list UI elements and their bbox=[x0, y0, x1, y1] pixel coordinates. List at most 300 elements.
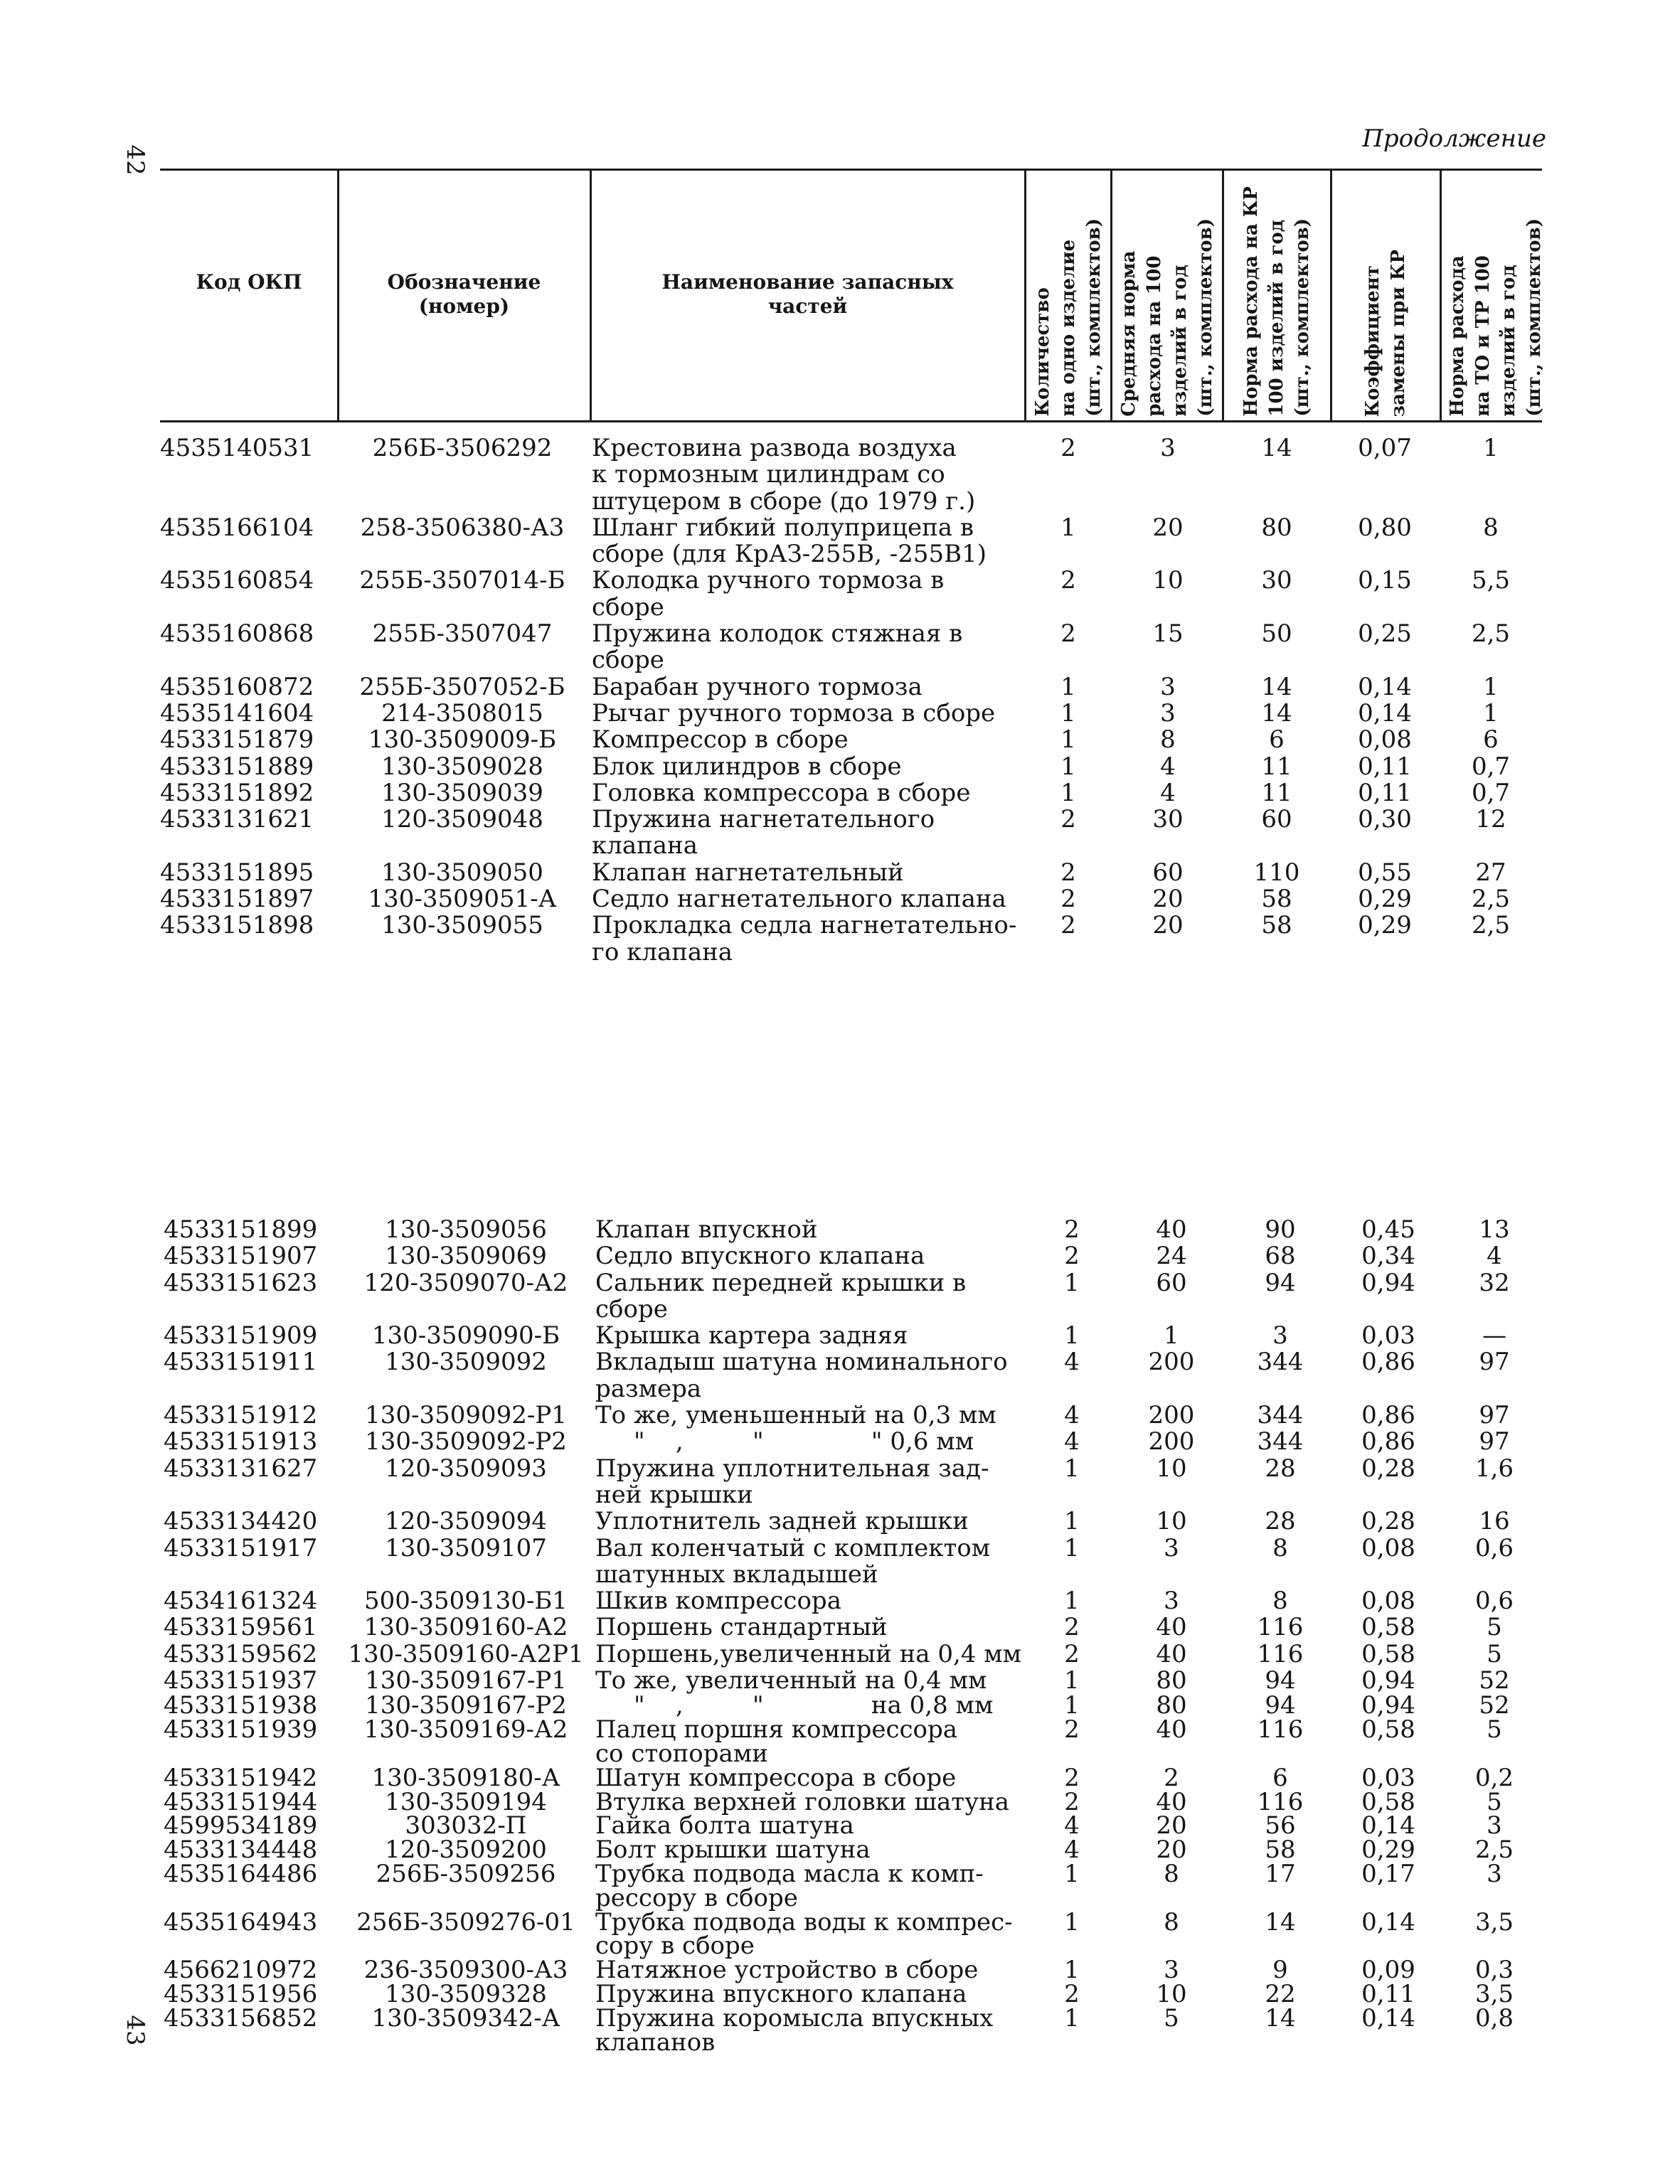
avg-rate: 200 bbox=[1148, 1427, 1195, 1456]
part-name-line: шатунных вкладышей bbox=[595, 1560, 878, 1589]
qty-per-unit: 1 bbox=[1064, 1454, 1080, 1483]
part-name-line: Натяжное устройство в сборе bbox=[595, 1956, 979, 1985]
table-row bbox=[4, 1763, 1680, 1792]
part-name-line: Блок цилиндров в сборе bbox=[592, 752, 902, 781]
part-name bbox=[592, 435, 975, 515]
avg-rate: 60 bbox=[1156, 1268, 1187, 1297]
to-tr-rate: 3,5 bbox=[1474, 1907, 1514, 1937]
part-name bbox=[595, 2003, 994, 2057]
qty-per-unit: 4 bbox=[1064, 1401, 1080, 1430]
kr-rate: 116 bbox=[1257, 1715, 1304, 1744]
part-name-line: Уплотнитель задней крышки bbox=[595, 1507, 969, 1536]
designation-number: 130-3509328 bbox=[385, 1979, 547, 2008]
kr-rate: 58 bbox=[1265, 1836, 1296, 1865]
header-avg-rate-line: изделий в год bbox=[1169, 265, 1191, 417]
table-row bbox=[4, 1508, 1680, 1535]
part-name-line: Трубка подвода масла к комп- bbox=[595, 1859, 984, 1888]
to-tr-rate: 1 bbox=[1483, 434, 1499, 462]
qty-per-unit: 2 bbox=[1060, 885, 1076, 914]
qty-per-unit: 1 bbox=[1060, 698, 1076, 728]
okp-code: 4533151623 bbox=[164, 1268, 318, 1297]
avg-rate: 40 bbox=[1156, 1715, 1187, 1744]
header-part-name-line: Наименование запасных bbox=[661, 270, 954, 294]
kr-coefficient: 0,15 bbox=[1358, 566, 1412, 595]
part-name-line: сборе bbox=[595, 1294, 668, 1323]
okp-code: 4533151907 bbox=[164, 1242, 318, 1271]
qty-per-unit: 2 bbox=[1064, 1763, 1080, 1792]
kr-coefficient: 0,86 bbox=[1361, 1348, 1415, 1377]
header-avg-rate-text bbox=[1116, 218, 1218, 417]
header-to-tr-rate-line: на ТО и ТР 100 bbox=[1472, 255, 1494, 417]
table-row bbox=[4, 1614, 1680, 1641]
kr-coefficient: 0,03 bbox=[1361, 1763, 1415, 1792]
designation-number: 130-3509160-А2 bbox=[363, 1613, 568, 1642]
part-name bbox=[592, 515, 987, 568]
kr-coefficient: 0,11 bbox=[1361, 1979, 1415, 2008]
kr-coefficient: 0,29 bbox=[1358, 885, 1412, 914]
avg-rate: 4 bbox=[1160, 752, 1176, 781]
part-name bbox=[595, 1956, 979, 1985]
kr-rate: 14 bbox=[1265, 2003, 1296, 2033]
avg-rate: 3 bbox=[1160, 698, 1176, 728]
kr-rate: 28 bbox=[1265, 1454, 1296, 1483]
avg-rate: 10 bbox=[1156, 1979, 1187, 2008]
part-name-line: го клапана bbox=[592, 937, 733, 966]
table-row bbox=[4, 1456, 1680, 1509]
to-tr-rate: 0,6 bbox=[1474, 1533, 1514, 1562]
qty-per-unit: 1 bbox=[1064, 1907, 1080, 1937]
kr-coefficient: 0,28 bbox=[1361, 1454, 1415, 1483]
header-to-tr-rate bbox=[1440, 174, 1551, 417]
designation-number: 255Б-3507047 bbox=[372, 619, 553, 649]
continuation-label: Продолжение bbox=[1362, 124, 1546, 153]
part-name-line: Втулка верхней головки шатуна bbox=[595, 1787, 1010, 1816]
okp-code: 4533151899 bbox=[164, 1215, 318, 1244]
table-row bbox=[4, 1323, 1680, 1349]
part-name bbox=[595, 1668, 987, 1694]
to-tr-rate: 5 bbox=[1487, 1787, 1502, 1816]
table-row bbox=[0, 754, 1680, 780]
designation-number: 130-3509055 bbox=[381, 911, 543, 940]
designation-number: 130-3509160-А2Р1 bbox=[348, 1639, 584, 1668]
designation-number: 130-3509039 bbox=[381, 778, 543, 807]
to-tr-rate: 3 bbox=[1487, 1811, 1502, 1841]
table-row bbox=[4, 1402, 1680, 1429]
avg-rate: 2 bbox=[1164, 1763, 1179, 1792]
kr-rate: 94 bbox=[1265, 1268, 1296, 1297]
kr-coefficient: 0,14 bbox=[1361, 1907, 1415, 1937]
okp-code: 4533159562 bbox=[164, 1639, 318, 1668]
okp-code: 4535141604 bbox=[160, 698, 314, 728]
to-tr-rate: 5,5 bbox=[1471, 566, 1511, 595]
avg-rate: 20 bbox=[1152, 513, 1184, 542]
kr-coefficient: 0,08 bbox=[1361, 1533, 1415, 1562]
kr-coefficient: 0,28 bbox=[1361, 1507, 1415, 1536]
table-body-part-2 bbox=[4, 1217, 1680, 2055]
qty-per-unit: 2 bbox=[1064, 1715, 1080, 1744]
table-row bbox=[0, 860, 1680, 886]
to-tr-rate: 97 bbox=[1479, 1427, 1510, 1456]
avg-rate: 200 bbox=[1148, 1348, 1195, 1377]
part-name-line: То же, уменьшенный на 0,3 мм bbox=[595, 1401, 996, 1430]
table-row bbox=[0, 698, 1680, 728]
designation-number: 130-3509107 bbox=[385, 1533, 547, 1562]
part-name-line: размера bbox=[595, 1374, 702, 1403]
part-name bbox=[595, 1763, 957, 1792]
kr-rate: 60 bbox=[1261, 805, 1292, 834]
part-name bbox=[595, 1402, 996, 1429]
page-number-top: 42 bbox=[121, 144, 149, 176]
part-name bbox=[595, 1508, 969, 1535]
header-kr-rate-line: Норма расхода на КР bbox=[1240, 186, 1262, 417]
part-name bbox=[592, 568, 944, 621]
qty-per-unit: 2 bbox=[1064, 1215, 1080, 1244]
to-tr-rate: 5 bbox=[1487, 1639, 1502, 1668]
table-row bbox=[4, 1715, 1680, 1768]
avg-rate: 3 bbox=[1160, 434, 1176, 462]
kr-rate: 14 bbox=[1261, 672, 1292, 701]
to-tr-rate: 2,5 bbox=[1471, 619, 1511, 649]
table-row bbox=[0, 912, 1680, 966]
part-name-line: со стопорами bbox=[595, 1739, 768, 1768]
to-tr-rate: 0,3 bbox=[1474, 1956, 1514, 1985]
part-name-line: Клапан впускной bbox=[595, 1215, 818, 1244]
to-tr-rate: 13 bbox=[1479, 1215, 1510, 1244]
okp-code: 4533151938 bbox=[164, 1691, 318, 1720]
part-name-line: Седло нагнетательного клапана bbox=[592, 885, 1006, 914]
header-to-tr-rate-line: изделий в год bbox=[1497, 265, 1519, 417]
header-qty-per-unit bbox=[1025, 174, 1111, 417]
header-kr-coefficient-text bbox=[1360, 250, 1411, 417]
kr-coefficient: 0,34 bbox=[1361, 1242, 1415, 1271]
part-name-line: Барабан ручного тормоза bbox=[592, 672, 923, 701]
table-row bbox=[4, 1956, 1680, 1985]
okp-code: 4533151917 bbox=[164, 1533, 318, 1562]
avg-rate: 3 bbox=[1160, 672, 1176, 701]
part-name-line: Седло впускного клапана bbox=[595, 1242, 925, 1271]
part-name bbox=[595, 1429, 974, 1455]
part-name-line: Вал коленчатый с комплектом bbox=[595, 1533, 991, 1562]
qty-per-unit: 2 bbox=[1060, 911, 1076, 940]
kr-coefficient: 0,94 bbox=[1361, 1268, 1415, 1297]
qty-per-unit: 2 bbox=[1064, 1979, 1080, 2008]
part-name-line: Поршень,увеличенный на 0,4 мм bbox=[595, 1639, 1022, 1668]
qty-per-unit: 1 bbox=[1064, 2003, 1080, 2033]
qty-per-unit: 1 bbox=[1064, 1956, 1080, 1985]
part-name bbox=[592, 621, 962, 674]
kr-coefficient: 0,94 bbox=[1361, 1666, 1415, 1695]
part-name bbox=[595, 1270, 966, 1323]
okp-code: 4534161324 bbox=[164, 1587, 318, 1616]
okp-code: 4535164486 bbox=[164, 1859, 318, 1888]
part-name-line: клапанов bbox=[595, 2028, 716, 2057]
kr-rate: 14 bbox=[1265, 1907, 1296, 1937]
avg-rate: 20 bbox=[1156, 1811, 1187, 1841]
table-row bbox=[4, 1243, 1680, 1269]
kr-coefficient: 0,25 bbox=[1358, 619, 1412, 649]
part-name bbox=[595, 1588, 841, 1614]
qty-per-unit: 1 bbox=[1060, 778, 1076, 807]
header-okp-code bbox=[160, 270, 338, 294]
table-row bbox=[4, 1787, 1680, 1816]
designation-number: 130-3509056 bbox=[385, 1215, 547, 1244]
part-name bbox=[595, 1838, 871, 1863]
kr-rate: 8 bbox=[1272, 1587, 1288, 1616]
qty-per-unit: 1 bbox=[1064, 1666, 1080, 1695]
kr-rate: 80 bbox=[1261, 513, 1292, 542]
to-tr-rate: 0,7 bbox=[1471, 752, 1511, 781]
avg-rate: 60 bbox=[1152, 858, 1184, 887]
qty-per-unit: 4 bbox=[1064, 1811, 1080, 1841]
part-name bbox=[592, 780, 970, 806]
part-name-line: Пружина колодок стяжная в bbox=[592, 619, 963, 649]
designation-number: 120-3509200 bbox=[385, 1836, 547, 1865]
to-tr-rate: 52 bbox=[1479, 1666, 1510, 1695]
table-row bbox=[0, 806, 1680, 860]
part-name bbox=[592, 698, 996, 728]
part-name-line: Крышка картера задняя bbox=[595, 1321, 908, 1351]
kr-coefficient: 0,11 bbox=[1358, 752, 1412, 781]
header-qty-line: (шт., комплектов) bbox=[1083, 218, 1105, 417]
okp-code: 4533151956 bbox=[164, 1979, 318, 2008]
table-row bbox=[0, 515, 1680, 568]
designation-number: 120-3509070-А2 bbox=[363, 1268, 568, 1297]
table-row bbox=[4, 1641, 1680, 1668]
part-name-line: клапана bbox=[592, 831, 698, 861]
part-name-line: " , " на 0,8 мм bbox=[595, 1691, 994, 1720]
kr-rate: 116 bbox=[1257, 1613, 1304, 1642]
kr-coefficient: 0,86 bbox=[1361, 1401, 1415, 1430]
avg-rate: 3 bbox=[1164, 1587, 1179, 1616]
qty-per-unit: 4 bbox=[1064, 1427, 1080, 1456]
part-name-line: Пружина нагнетательного bbox=[592, 805, 935, 834]
designation-number: 130-3509069 bbox=[385, 1242, 547, 1271]
qty-per-unit: 1 bbox=[1060, 513, 1076, 542]
qty-per-unit: 2 bbox=[1064, 1613, 1080, 1642]
table-row bbox=[4, 1668, 1680, 1694]
part-name bbox=[595, 1349, 1008, 1402]
avg-rate: 40 bbox=[1156, 1613, 1187, 1642]
kr-coefficient: 0,09 bbox=[1361, 1956, 1415, 1985]
header-part-name bbox=[590, 270, 1025, 319]
table-row bbox=[4, 1811, 1680, 1841]
designation-number: 130-3509194 bbox=[385, 1787, 547, 1816]
kr-coefficient: 0,29 bbox=[1358, 911, 1412, 940]
to-tr-rate: 2,5 bbox=[1471, 911, 1511, 940]
kr-rate: 56 bbox=[1265, 1811, 1296, 1841]
part-name bbox=[592, 912, 1016, 966]
header-designation-line: (номер) bbox=[418, 294, 510, 318]
kr-coefficient: 0,45 bbox=[1361, 1215, 1415, 1244]
designation-number: 130-3509092-Р1 bbox=[365, 1401, 567, 1430]
table-row bbox=[4, 2003, 1680, 2057]
avg-rate: 8 bbox=[1164, 1859, 1179, 1888]
okp-code: 4533151898 bbox=[160, 911, 314, 940]
part-name-line: Шкив компрессора bbox=[595, 1587, 841, 1616]
part-name-line: Колодка ручного тормоза в bbox=[592, 566, 945, 595]
part-name bbox=[595, 1859, 984, 1912]
header-designation bbox=[338, 270, 590, 319]
avg-rate: 20 bbox=[1152, 885, 1184, 914]
designation-number: 130-3509009-Б bbox=[368, 725, 557, 755]
to-tr-rate: 5 bbox=[1487, 1715, 1502, 1744]
to-tr-rate: 0,8 bbox=[1474, 2003, 1514, 2033]
designation-number: 130-3509180-А bbox=[371, 1763, 560, 1792]
part-name bbox=[595, 1217, 817, 1243]
part-name-line: Клапан нагнетательный bbox=[592, 858, 904, 887]
to-tr-rate: 32 bbox=[1479, 1268, 1510, 1297]
header-bottom-rule bbox=[160, 420, 1542, 422]
part-name-line: " , " " 0,6 мм bbox=[595, 1427, 974, 1456]
part-name bbox=[595, 1243, 925, 1269]
kr-coefficient: 0,14 bbox=[1358, 698, 1412, 728]
header-to-tr-rate-line: Норма расхода bbox=[1446, 255, 1468, 417]
kr-rate: 3 bbox=[1272, 1321, 1288, 1351]
okp-code: 4535160868 bbox=[160, 619, 314, 649]
kr-rate: 22 bbox=[1265, 1979, 1296, 2008]
to-tr-rate: 97 bbox=[1479, 1401, 1510, 1430]
header-avg-rate bbox=[1111, 174, 1223, 417]
part-name-line: Болт крышки шатуна bbox=[595, 1836, 871, 1865]
okp-code: 4533151942 bbox=[164, 1763, 318, 1792]
kr-coefficient: 0,08 bbox=[1361, 1587, 1415, 1616]
designation-number: 303032-П bbox=[405, 1811, 527, 1841]
qty-per-unit: 2 bbox=[1064, 1639, 1080, 1668]
kr-rate: 6 bbox=[1272, 1763, 1288, 1792]
kr-rate: 116 bbox=[1257, 1787, 1304, 1816]
designation-number: 130-3509028 bbox=[381, 752, 543, 781]
header-part-name-line: частей bbox=[767, 294, 848, 318]
header-kr-rate bbox=[1223, 174, 1331, 417]
table-body-part-1 bbox=[0, 435, 1680, 966]
part-name-line: сборе bbox=[592, 592, 664, 622]
table-row bbox=[0, 780, 1680, 806]
okp-code: 4533151939 bbox=[164, 1715, 318, 1744]
qty-per-unit: 2 bbox=[1060, 619, 1076, 649]
kr-rate: 94 bbox=[1265, 1691, 1296, 1720]
avg-rate: 40 bbox=[1156, 1787, 1187, 1816]
part-name bbox=[592, 886, 1006, 912]
kr-coefficient: 0,03 bbox=[1361, 1321, 1415, 1351]
okp-code: 4533134448 bbox=[164, 1836, 318, 1865]
part-name-line: рессору в сборе bbox=[595, 1883, 798, 1912]
designation-number: 120-3509048 bbox=[381, 805, 543, 834]
kr-rate: 50 bbox=[1261, 619, 1292, 649]
okp-code: 4533151912 bbox=[164, 1401, 318, 1430]
part-name bbox=[592, 754, 902, 780]
header-top-rule bbox=[160, 169, 1542, 171]
okp-code: 4533151889 bbox=[160, 752, 314, 781]
part-name bbox=[595, 1323, 908, 1349]
header-to-tr-rate-text bbox=[1445, 218, 1547, 417]
table-row bbox=[4, 1907, 1680, 1961]
qty-per-unit: 1 bbox=[1064, 1268, 1080, 1297]
qty-per-unit: 1 bbox=[1064, 1691, 1080, 1720]
part-name-line: сборе bbox=[592, 646, 664, 675]
table-row bbox=[4, 1691, 1680, 1720]
designation-number: 120-3509094 bbox=[385, 1507, 547, 1536]
qty-per-unit: 2 bbox=[1064, 1242, 1080, 1271]
table-row bbox=[4, 1979, 1680, 2008]
header-kr-coefficient-line: Коэффициент bbox=[1362, 265, 1383, 417]
table-row bbox=[0, 435, 1680, 515]
table-row bbox=[4, 1349, 1680, 1402]
kr-rate: 116 bbox=[1257, 1639, 1304, 1668]
part-name bbox=[595, 1535, 990, 1589]
avg-rate: 15 bbox=[1152, 619, 1184, 649]
table-row bbox=[4, 1535, 1680, 1589]
kr-rate: 344 bbox=[1257, 1348, 1304, 1377]
qty-per-unit: 1 bbox=[1060, 725, 1076, 755]
table-row bbox=[4, 1838, 1680, 1863]
header-kr-rate-line: (шт., комплектов) bbox=[1292, 218, 1313, 417]
part-name-line: Пружина впускного клапана bbox=[595, 1979, 967, 2008]
header-okp-code-label: Код ОКП bbox=[196, 270, 302, 294]
qty-per-unit: 1 bbox=[1060, 752, 1076, 781]
kr-rate: 68 bbox=[1265, 1242, 1296, 1271]
kr-coefficient: 0,55 bbox=[1358, 858, 1412, 887]
kr-rate: 14 bbox=[1261, 698, 1292, 728]
kr-rate: 58 bbox=[1261, 885, 1292, 914]
designation-number: 255Б-3507052-Б bbox=[359, 672, 565, 701]
okp-code: 4533151913 bbox=[164, 1427, 318, 1456]
part-name bbox=[592, 727, 849, 753]
table-row bbox=[0, 727, 1680, 753]
okp-code: 4533151911 bbox=[164, 1348, 318, 1377]
to-tr-rate: 1 bbox=[1483, 672, 1499, 701]
to-tr-rate: 16 bbox=[1479, 1507, 1510, 1536]
part-name bbox=[595, 1787, 1010, 1816]
table-row bbox=[0, 621, 1680, 674]
kr-rate: 11 bbox=[1261, 752, 1292, 781]
qty-per-unit: 2 bbox=[1060, 566, 1076, 595]
avg-rate: 10 bbox=[1156, 1454, 1187, 1483]
avg-rate: 10 bbox=[1156, 1507, 1187, 1536]
kr-coefficient: 0,08 bbox=[1358, 725, 1412, 755]
to-tr-rate: 27 bbox=[1475, 858, 1506, 887]
okp-code: 4533151879 bbox=[160, 725, 314, 755]
part-name bbox=[595, 1715, 958, 1768]
qty-per-unit: 2 bbox=[1060, 805, 1076, 834]
designation-number: 255Б-3507014-Б bbox=[359, 566, 565, 595]
part-name bbox=[595, 1979, 967, 2008]
kr-coefficient: 0,14 bbox=[1358, 672, 1412, 701]
qty-per-unit: 2 bbox=[1064, 1787, 1080, 1816]
part-name-line: Трубка подвода воды к компрес- bbox=[595, 1907, 1013, 1937]
to-tr-rate: 12 bbox=[1475, 805, 1506, 834]
avg-rate: 40 bbox=[1156, 1639, 1187, 1668]
designation-number: 130-3509050 bbox=[381, 858, 543, 887]
to-tr-rate: 0,7 bbox=[1471, 778, 1511, 807]
kr-rate: 58 bbox=[1261, 911, 1292, 940]
designation-number: 130-3509092-Р2 bbox=[365, 1427, 567, 1456]
avg-rate: 5 bbox=[1164, 2003, 1179, 2033]
part-name bbox=[595, 1641, 1021, 1668]
kr-coefficient: 0,29 bbox=[1361, 1836, 1415, 1865]
header-avg-rate-line: расхода на 100 bbox=[1143, 255, 1165, 417]
kr-rate: 110 bbox=[1253, 858, 1300, 887]
avg-rate: 8 bbox=[1164, 1907, 1179, 1937]
kr-rate: 90 bbox=[1265, 1215, 1296, 1244]
kr-coefficient: 0,58 bbox=[1361, 1715, 1415, 1744]
table-row bbox=[0, 568, 1680, 621]
part-name-line: Поршень стандартный bbox=[595, 1613, 888, 1642]
to-tr-rate: 52 bbox=[1479, 1691, 1510, 1720]
part-name-line: ней крышки bbox=[595, 1480, 753, 1509]
part-name bbox=[592, 674, 923, 701]
to-tr-rate: 8 bbox=[1483, 513, 1499, 542]
designation-number: 500-3509130-Б1 bbox=[364, 1587, 568, 1616]
